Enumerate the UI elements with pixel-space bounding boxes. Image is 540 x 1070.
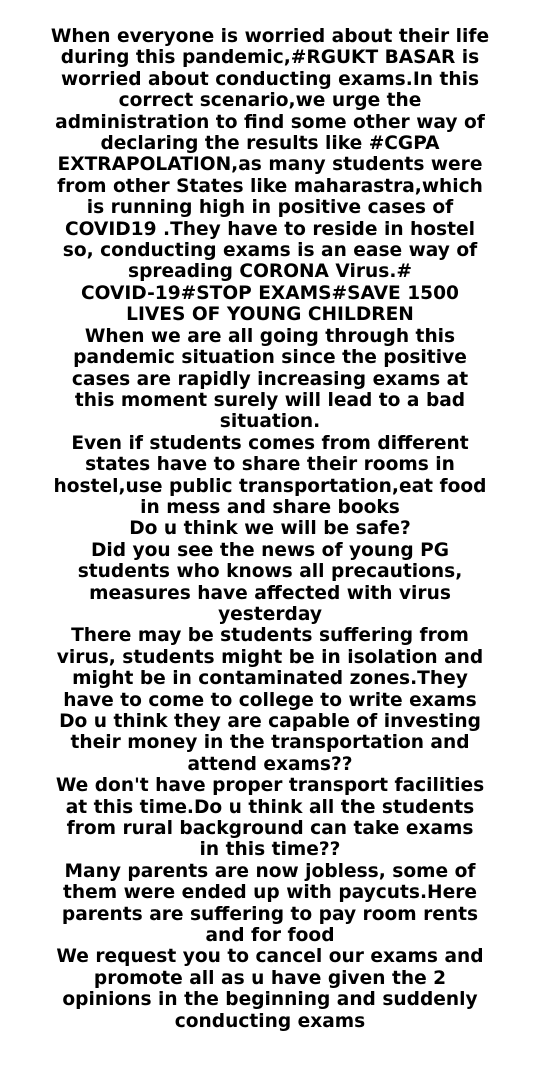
text-line: correct scenario,we urge the [118, 90, 422, 112]
text-line: COVID-19#STOP EXAMS#SAVE 1500 [81, 282, 459, 304]
text-line: Did you see the news of young PG [90, 539, 450, 561]
text-line: We request you to cancel our exams and [56, 946, 484, 968]
text-line: Many parents are now jobless, some of [64, 860, 476, 882]
text-line: and for food [205, 925, 335, 947]
text-line: yesterday [218, 603, 322, 625]
text-line: administration to find some other way of [55, 111, 485, 133]
text-line: hostel,use public transportation,eat food [53, 475, 487, 497]
text-line: declaring the results like #CGPA [100, 133, 440, 155]
post-text-block [8, 26, 532, 1032]
text-line: during this pandemic,#RGUKT BASAR is [60, 47, 480, 69]
text-line: is running high in positive cases of [86, 197, 454, 219]
text-line: them were ended up with paycuts.Here [63, 882, 477, 904]
text-line: Do u think they are capable of investing [59, 711, 481, 732]
text-line: spreading CORONA Virus.# [128, 261, 412, 283]
text-line: attend exams?? [187, 753, 353, 775]
text-line: from rural background can take exams [66, 818, 474, 840]
text-line: situation. [219, 411, 321, 433]
text-line: opinions in the beginning and suddenly [62, 989, 478, 1011]
text-line: states have to share their rooms in [85, 454, 455, 476]
text-line: virus, students might be in isolation and [56, 646, 484, 668]
text-line: at this time.Do u think all the students [65, 796, 475, 818]
text-line: their money in the transportation and [70, 732, 470, 754]
text-line: When we are all going through this [84, 325, 456, 347]
text-line: students who knows all precautions, [77, 561, 463, 583]
text-line: worried about conducting exams.In this [60, 68, 480, 90]
text-line: Even if students comes from different [71, 432, 469, 454]
text-line: promote all as u have given the 2 [93, 967, 447, 989]
text-line: EXTRAPOLATION,as many students were [57, 154, 483, 176]
text-line: parents are suffering to pay room rents [61, 903, 479, 925]
text-line: When everyone is worried about their life [50, 26, 490, 47]
text-line: COVID19 .They have to reside in hostel [64, 218, 475, 240]
text-line: in mess and share books [140, 496, 400, 518]
text-line: might be in contaminated zones.They [72, 668, 468, 690]
text-line: We don't have proper transport facilities [55, 775, 485, 797]
text-line: LIVES OF YOUNG CHILDREN [126, 304, 414, 326]
text-line: Do u think we will be safe? [129, 518, 411, 540]
text-line: have to come to college to write exams [63, 689, 477, 711]
text-line: from other States like maharastra,which [57, 175, 483, 197]
text-line: cases are rapidly increasing exams at [71, 368, 469, 390]
text-line: pandemic situation since the positive [73, 347, 467, 369]
text-line: in this time?? [199, 839, 341, 861]
text-line: this moment surely will lead to a bad [74, 389, 466, 411]
text-line: There may be students suffering from [71, 625, 469, 647]
text-line: so, conducting exams is an ease way of [62, 240, 478, 262]
text-line: measures have affected with virus [89, 582, 451, 604]
text-line: conducting exams [174, 1010, 366, 1032]
